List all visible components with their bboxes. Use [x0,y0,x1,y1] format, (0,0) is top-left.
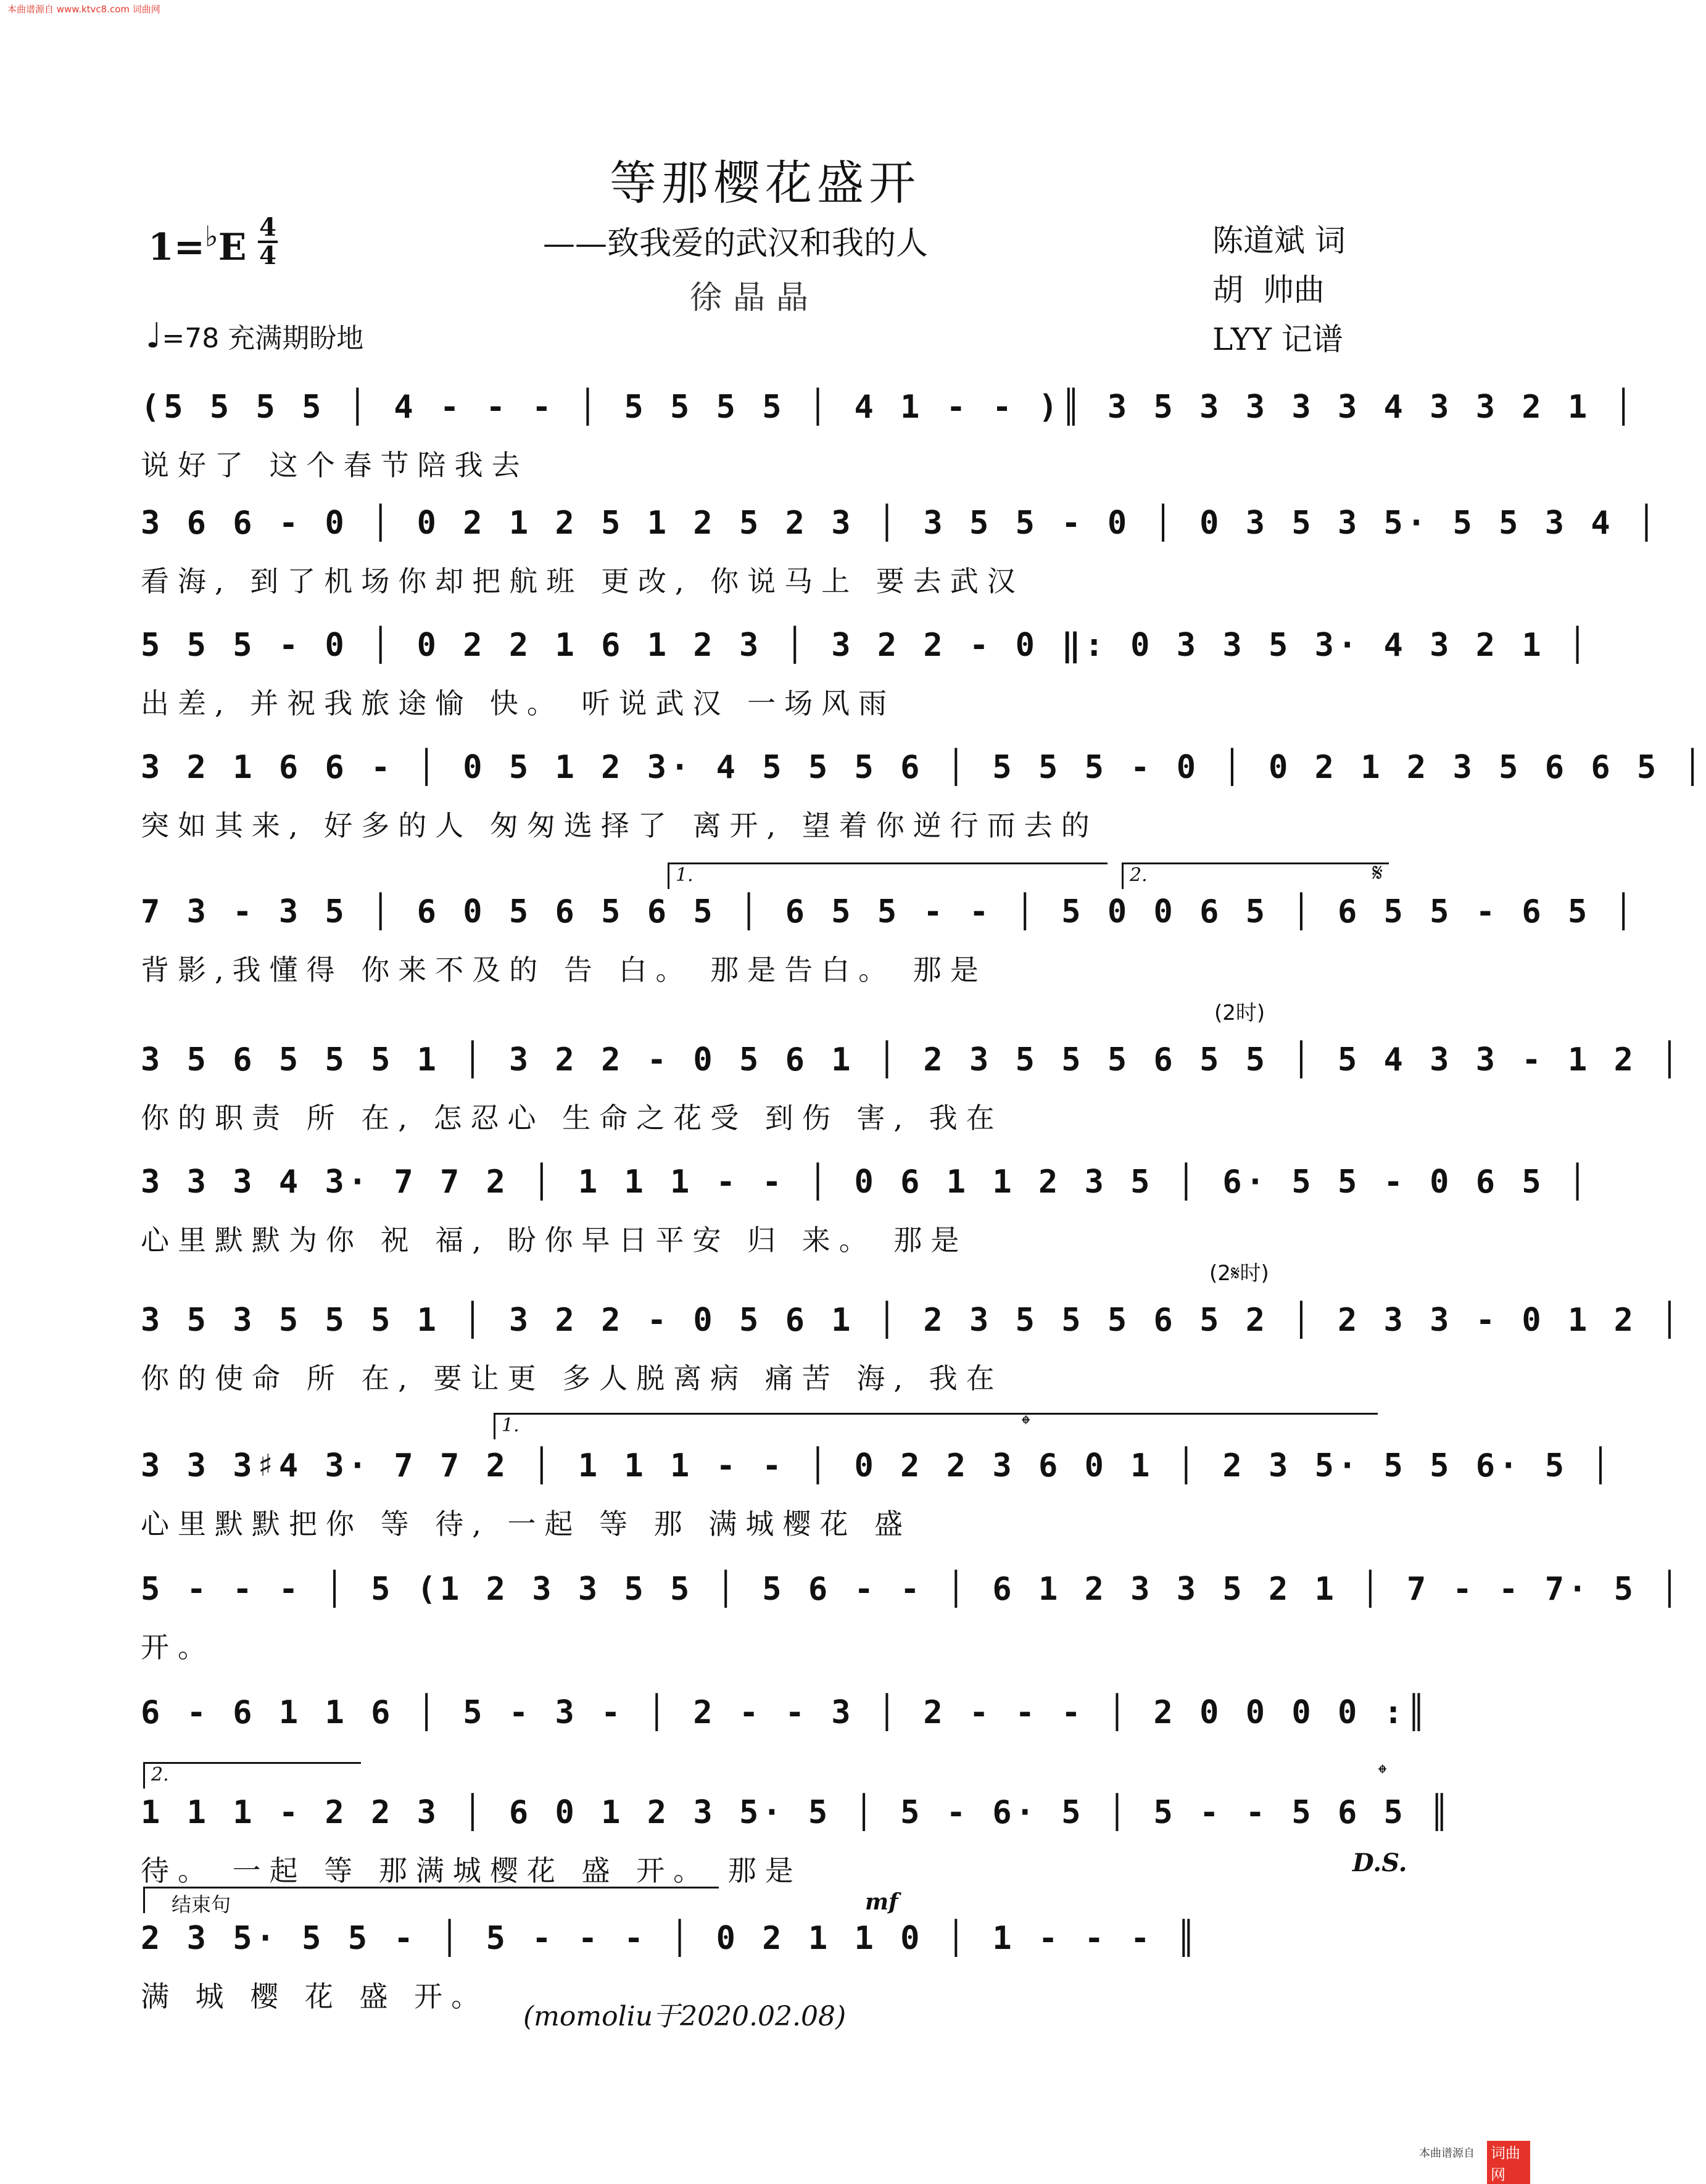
lyric-line: 说好了 这个春节陪我去 [141,449,529,482]
time-bottom: 4 [259,241,276,270]
notation-line: 5 5 5 - 0 │ 0 2 2 1 6 1 2 3 │ 3 2 2 - 0 ‖: 0 3 3 5 3· 4 3 2 1 │ [141,627,1591,664]
volta-second-ending-2: 2. [143,1762,361,1789]
segno-icon: 𝄋 [1372,859,1383,887]
tempo-mark [146,316,363,356]
notation-line: 3 2 1 6 6 - │ 0 5 1 2 3· 4 5 5 5 6 │ 5 5 5 - 0 │ 0 2 1 2 3 5 6 6 5 │ [141,749,1706,786]
lyric-line: 满 城 樱 花 盛 开。 [141,1980,489,2013]
second-segno-time-mark: (2𝄋时) [1209,1261,1269,1286]
volta-first-ending-2: 1. [494,1413,1378,1439]
second-time-mark: (2时) [1214,1001,1265,1025]
system-2 [141,505,1660,608]
notation-line: 3 5 6 5 5 5 1 │ 3 2 2 - 0 5 6 1 │ 2 3 5 5 5 6 5 5 │ 5 4 3 3 - 1 2 │ [141,1041,1683,1078]
lyric-line: 开。 [141,1631,215,1664]
system-7 [141,1164,1591,1267]
notation-line: 3 3 3♯4 3· 7 7 2 │ 1 1 1 - - │ 0 2 2 3 6 0 1 │ 2 3 5· 5 5 6· 5 │ [141,1447,1614,1484]
singer-name: 徐晶晶 [690,279,820,316]
song-title: 等那樱花盛开 [610,155,921,210]
volta-second-ending: 2. [1122,862,1389,889]
system-6 [141,1041,1683,1145]
lyric-line: 心里默默为你 祝 福, 盼你早日平安 归 来。 那是 [141,1223,968,1257]
lyric-line: 背影,我懂得 你来不及的 告 白。 那是告白。 那是 [141,953,987,987]
quarter-note-icon: ♩ [146,316,162,356]
flat-icon: ♭ [205,220,218,253]
notation-line: 3 5 3 5 5 5 1 │ 3 2 2 - 0 5 6 1 │ 2 3 5 5 5 6 5 2 │ 2 3 3 - 0 1 2 │ [141,1302,1683,1339]
dal-segno-mark: D.S. [1352,1848,1407,1877]
notation-line: 3 3 3 4 3· 7 7 2 │ 1 1 1 - - │ 0 6 1 1 2 3 5 │ 6· 5 5 - 0 6 5 │ [141,1164,1591,1201]
notation-line: 1 1 1 - 2 2 3 │ 6 0 1 2 3 5· 5 │ 5 - 6· 5 │ 5 - - 5 6 5 ║ [141,1794,1453,1831]
ending-label: 结束句 [172,1893,231,1916]
notation-line: (5 5 5 5 │ 4 - - - │ 5 5 5 5 │ 4 1 - - )║ 3 5 3 3 3 3 4 3 3 2 1 │ [141,389,1637,426]
lyric-line: 待。 一起 等 那满城樱花 盛 开。 那是 [141,1854,802,1887]
system-4 [141,749,1706,853]
system-3 [141,627,1591,730]
lyric-line: 你的使命 所 在, 要让更 多人脱离病 痛苦 海, 我在 [141,1362,1003,1395]
notation-line: 3 6 6 - 0 │ 0 2 1 2 5 1 2 5 2 3 │ 3 5 5 - 0 │ 0 3 5 3 5· 5 5 3 4 │ [141,505,1660,542]
lyric-line: 看海, 到了机场你却把航班 更改, 你说马上 要去武汉 [141,565,1024,598]
key-prefix: 1= [148,226,205,269]
system-5 [141,893,1637,997]
notation-line: 7 3 - 3 5 │ 6 0 5 6 5 6 5 │ 6 5 5 - - │ 5 0 0 6 5 │ 6 5 5 - 6 5 │ [141,893,1637,930]
coda-icon-2: 𝄌 [1378,1760,1387,1787]
song-subtitle: ——致我爱的武汉和我的人 [543,225,929,262]
top-watermark: 本曲谱源自 www.ktvc8.com 词曲网 [7,4,160,15]
notation-line: 6 - 6 1 1 6 │ 5 - 3 - │ 2 - - 3 │ 2 - - - │ 2 0 0 0 0 :║ [141,1694,1430,1731]
transcriber-credit: LYY 记谱 [1212,321,1343,357]
notation-line: 2 3 5· 5 5 - │ 5 - - - │ 0 2 1 1 0 │ 1 - - - ║ [141,1920,1200,1957]
system-10 [141,1571,1683,1674]
notation-line: 5 - - - │ 5 (1 2 3 3 5 5 │ 5 6 - - │ 6 1 2 3 3 5 2 1 │ 7 - - 7· 5 │ [141,1571,1683,1608]
key-note: E [218,226,247,269]
time-top: 4 [259,213,276,242]
tempo-text: =78 充满期盼地 [162,323,364,354]
transcription-note: (momoliu于2020.02.08) [523,2001,847,2032]
system-1 [141,389,1637,492]
lyric-line: 你的职责 所 在, 怎忍心 生命之花受 到伤 害, 我在 [141,1101,1003,1135]
bottom-watermark-text: 本曲谱源自 [1419,2147,1475,2160]
lyric-line: 突如其来, 好多的人 匆匆选择了 离开, 望着你逆行而去的 [141,809,1098,842]
system-8 [141,1302,1683,1405]
key-signature [148,220,246,269]
system-9 [141,1447,1614,1551]
bottom-watermark-logo: 词曲网 [1487,2141,1530,2184]
lyric-line: 出差, 并祝我旅途愉 快。 听说武汉 一场风雨 [141,687,896,720]
credits [1212,216,1346,364]
coda-icon: 𝄌 [1022,1410,1030,1437]
composer-credit: 胡 帅曲 [1212,272,1325,308]
lyricist-credit: 陈道斌 词 [1212,223,1346,259]
lyric-line: 心里默默把你 等 待, 一起 等 那 满城樱花 盛 [141,1507,911,1541]
dynamic-mf: mf [865,1889,898,1915]
system-12 [141,1794,1453,1898]
volta-first-ending: 1. [668,862,1108,889]
time-signature [258,213,278,270]
